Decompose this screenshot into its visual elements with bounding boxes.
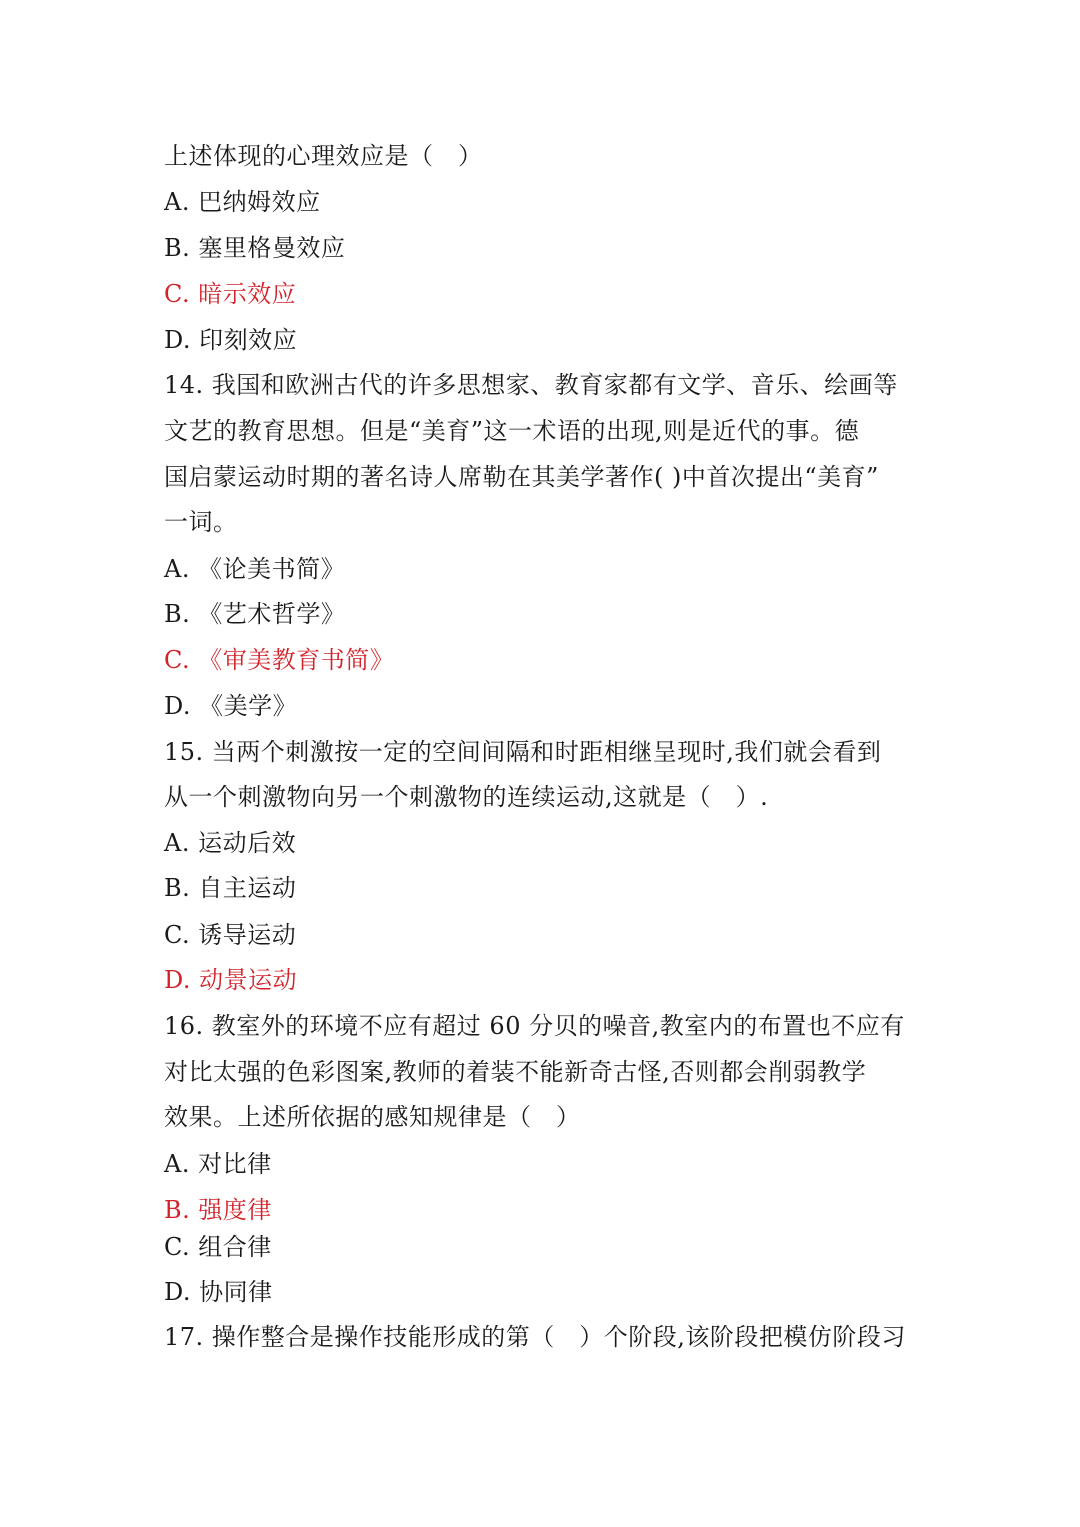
q14-option-a: A. 《论美书简》 [164, 555, 346, 583]
q16-stem-line-3: 效果。上述所依据的感知规律是（ ） [164, 1103, 581, 1131]
q13-stem: 上述体现的心理效应是（ ） [164, 142, 483, 170]
q16-option-b-answer: B. 强度律 [164, 1196, 272, 1224]
q13-option-a: A. 巴纳姆效应 [164, 188, 321, 216]
q15-option-c: C. 诱导运动 [164, 921, 297, 949]
q16-stem-line-1: 16. 教室外的环境不应有超过 60 分贝的噪音,教室内的布置也不应有 [164, 1012, 905, 1040]
q14-option-d: D. 《美学》 [164, 692, 298, 720]
q14-stem-line-4: 一词。 [164, 508, 238, 536]
q15-option-d-answer: D. 动景运动 [164, 966, 298, 994]
q14-stem-line-3: 国启蒙运动时期的著名诗人席勒在其美学著作( )中首次提出“美育” [164, 463, 879, 491]
q13-option-b: B. 塞里格曼效应 [164, 234, 346, 262]
q16-option-d: D. 协同律 [164, 1278, 273, 1306]
q14-option-b: B. 《艺术哲学》 [164, 600, 346, 628]
q14-stem-line-2: 文艺的教育思想。但是“美育”这一术语的出现,则是近代的事。德 [164, 417, 860, 445]
q15-stem-line-2: 从一个刺激物向另一个刺激物的连续运动,这就是（ ）. [164, 783, 769, 811]
q15-option-b: B. 自主运动 [164, 874, 297, 902]
q16-stem-line-2: 对比太强的色彩图案,教师的着装不能新奇古怪,否则都会削弱教学 [164, 1058, 867, 1086]
q16-option-c: C. 组合律 [164, 1233, 272, 1261]
q14-stem-line-1: 14. 我国和欧洲古代的许多思想家、教育家都有文学、音乐、绘画等 [164, 371, 898, 399]
q13-option-c-answer: C. 暗示效应 [164, 280, 297, 308]
q13-option-d: D. 印刻效应 [164, 326, 298, 354]
q15-option-a: A. 运动后效 [164, 829, 297, 857]
q15-stem-line-1: 15. 当两个刺激按一定的空间间隔和时距相继呈现时,我们就会看到 [164, 738, 882, 766]
q17-stem-line-1: 17. 操作整合是操作技能形成的第（ ）个阶段,该阶段把模仿阶段习 [164, 1323, 906, 1351]
q16-option-a: A. 对比律 [164, 1150, 272, 1178]
q14-option-c-answer: C. 《审美教育书简》 [164, 646, 395, 674]
